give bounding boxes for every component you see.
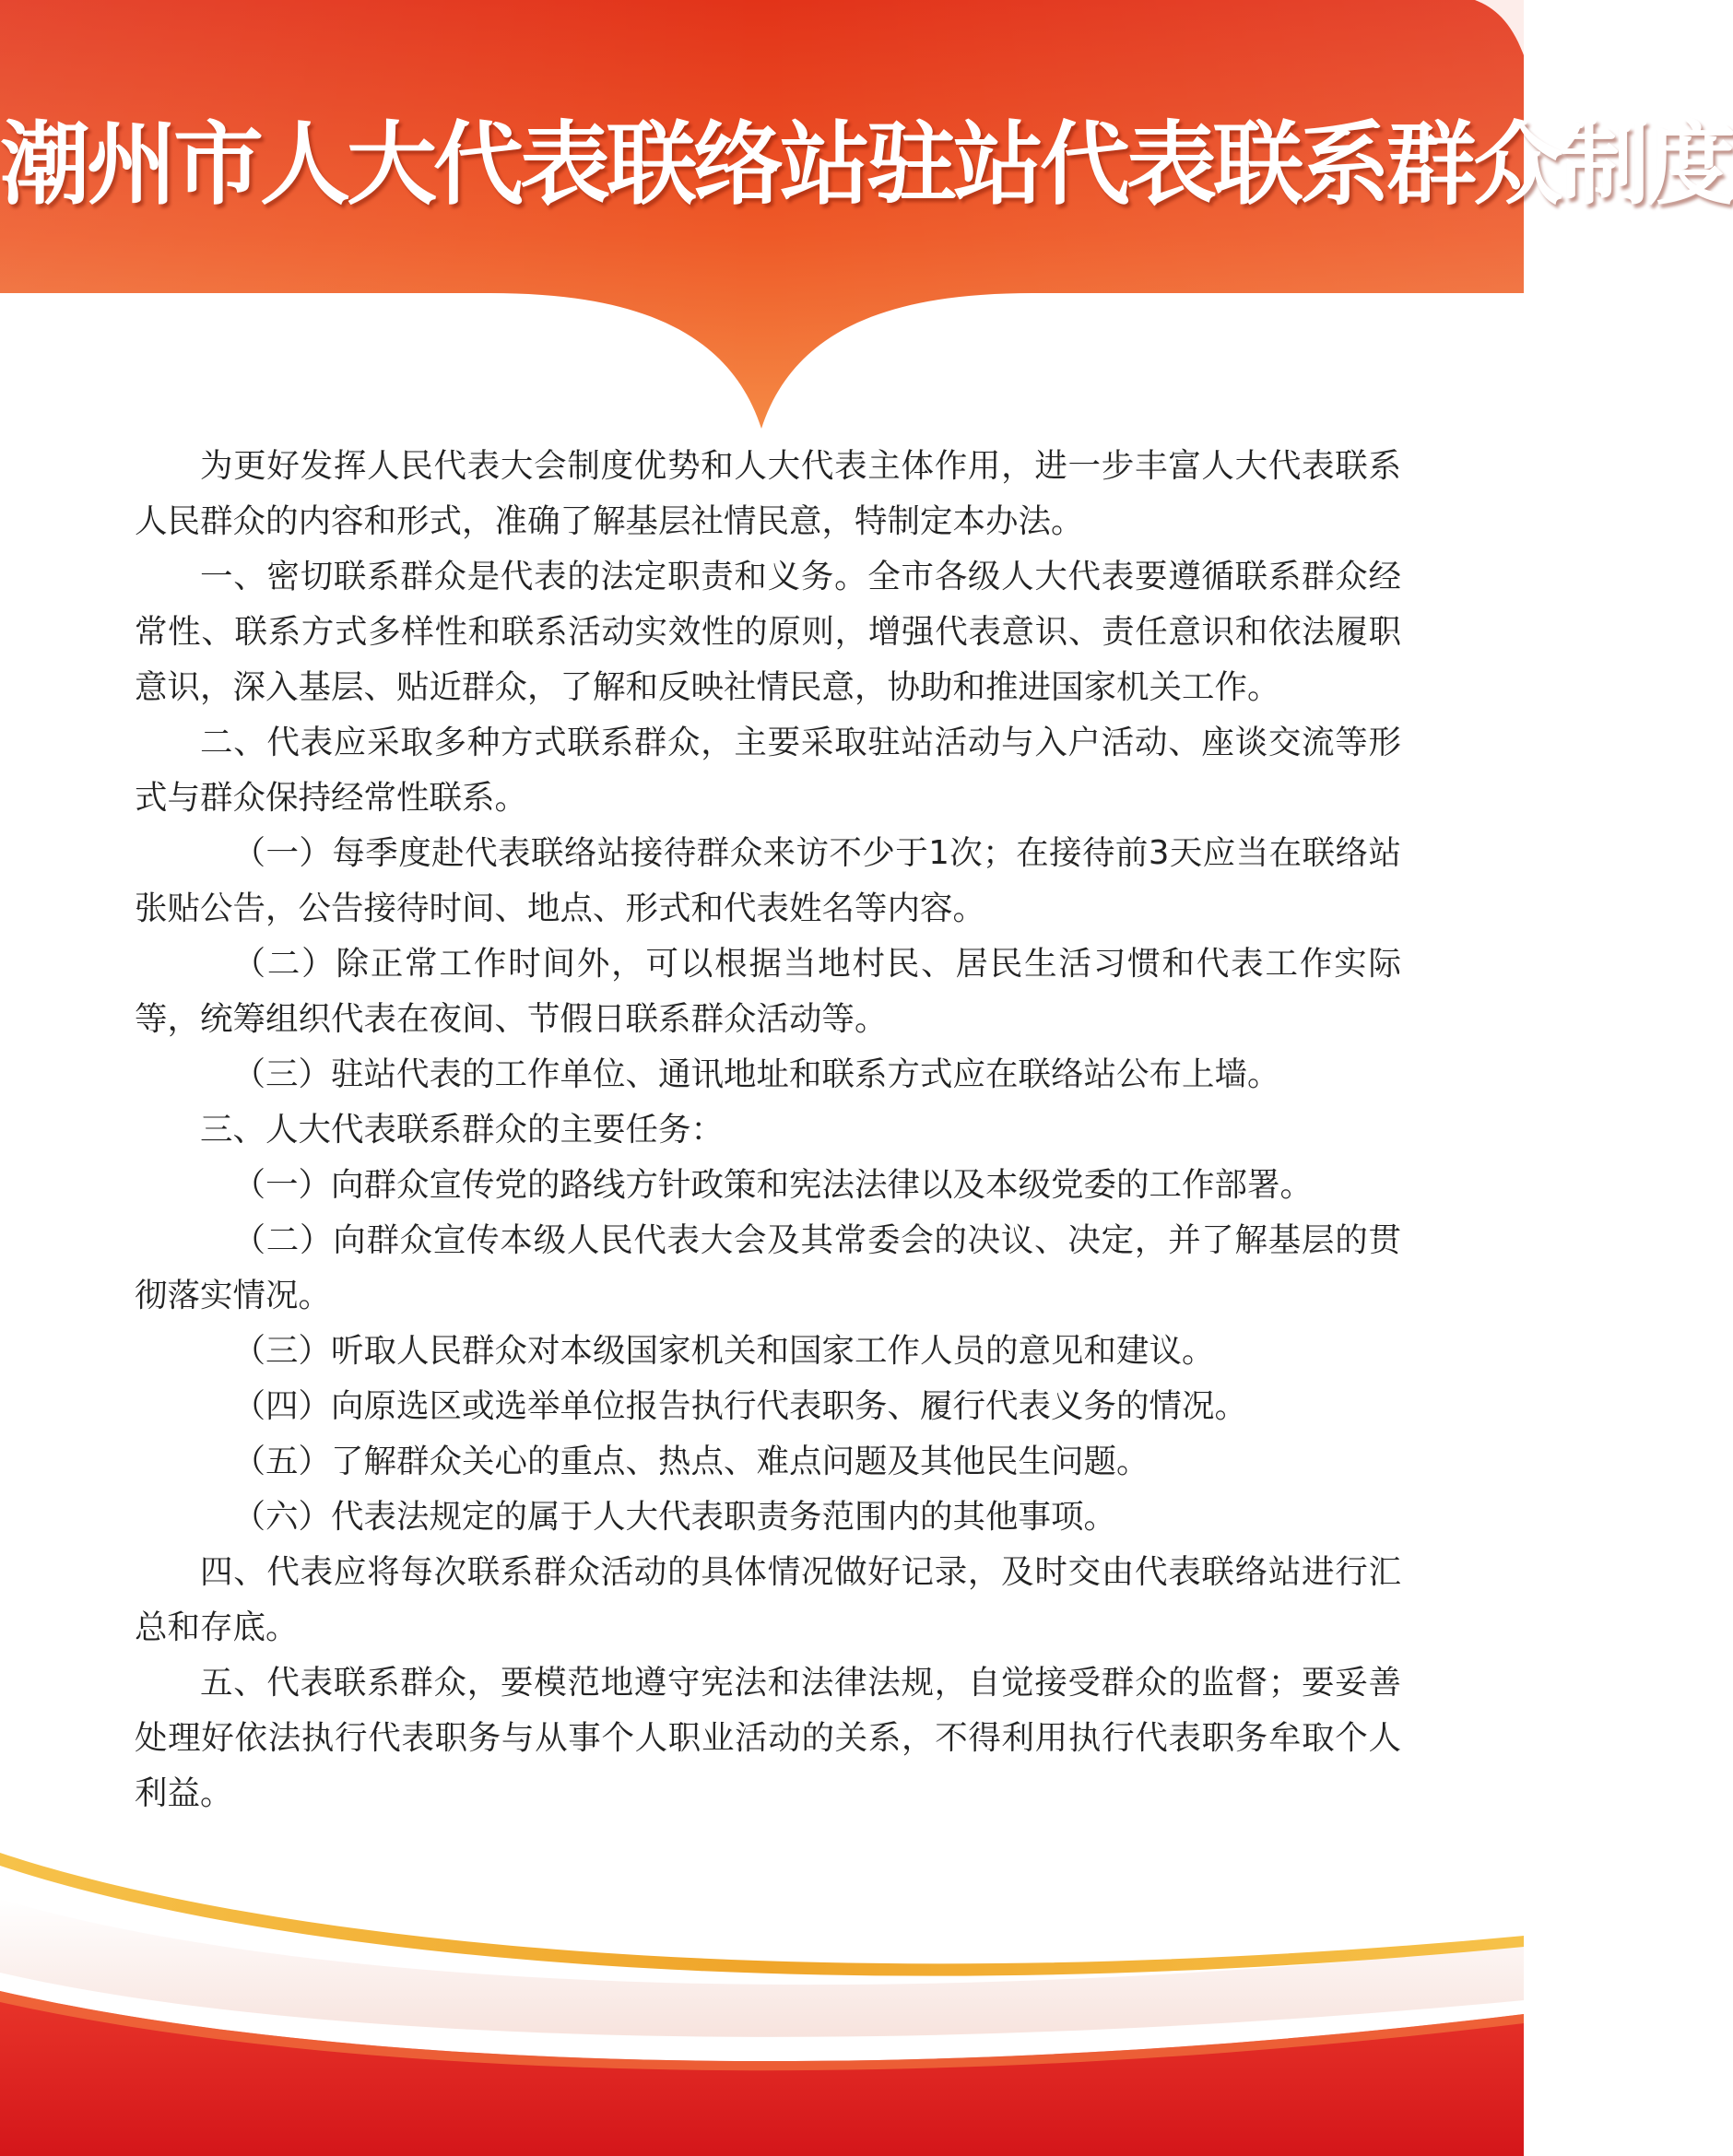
section-4-paragraph: 四、代表应将每次联系群众活动的具体情况做好记录，及时交由代表联络站进行汇总和存底。	[135, 1553, 1401, 1646]
section-2-item-3: （三）驻站代表的工作单位、通讯地址和联系方式应在联络站公布上墙。	[232, 1055, 1280, 1093]
section-3-heading: 三、人大代表联系群众的主要任务：	[200, 1111, 725, 1149]
section-3-item-4: （四）向原选区或选举单位报告执行代表职务、履行代表义务的情况。	[232, 1387, 1248, 1425]
footer-banner	[0, 1834, 1524, 2156]
section-3-item-6: （六）代表法规定的属于人大代表职责务范围内的其他事项。	[232, 1498, 1117, 1536]
section-5-paragraph: 五、代表联系群众，要模范地遵守宪法和法律法规，自觉接受群众的监督；要妥善处理好依法执行代表职务与从事个人职业活动的关系，不得利用执行代表职务牟取个人利益。	[135, 1664, 1401, 1812]
section-2-paragraph: 二、代表应采取多种方式联系群众，主要采取驻站活动与入户活动、座谈交流等形式与群众保持经常性联系。	[135, 724, 1401, 817]
document-body	[135, 439, 1401, 1821]
section-2-item-1: （一）每季度赴代表联络站接待群众来访不少于1次；在接待前3天应当在联络站张贴公告，公告接待时间、地点、形式和代表姓名等内容。	[135, 834, 1401, 927]
intro-paragraph: 为更好发挥人民代表大会制度优势和人大代表主体作用，进一步丰富人大代表联系人民群众的内容和形式，准确了解基层社情民意，特制定本办法。	[135, 447, 1401, 540]
section-3-item-2: （二）向群众宣传本级人民代表大会及其常委会的决议、决定，并了解基层的贯彻落实情况。	[135, 1221, 1401, 1314]
page-title: 潮州市人大代表联络站驻站代表联系群众制度	[0, 112, 1733, 218]
section-1-paragraph: 一、密切联系群众是代表的法定职责和义务。全市各级人大代表要遵循联系群众经常性、联系方式多样性和联系活动实效性的原则，增强代表意识、责任意识和依法履职意识，深入基层、贴近群众，了解和反映社情民意，协助和推进国家机关工作。	[135, 558, 1401, 706]
section-3-item-5: （五）了解群众关心的重点、热点、难点问题及其他民生问题。	[232, 1443, 1149, 1480]
section-3-item-3: （三）听取人民群众对本级国家机关和国家工作人员的意见和建议。	[232, 1332, 1215, 1370]
section-2-item-2: （二）除正常工作时间外，可以根据当地村民、居民生活习惯和代表工作实际等，统筹组织代表在夜间、节假日联系群众活动等。	[135, 945, 1401, 1038]
section-3-item-1: （一）向群众宣传党的路线方针政策和宪法法律以及本级党委的工作部署。	[232, 1166, 1314, 1204]
